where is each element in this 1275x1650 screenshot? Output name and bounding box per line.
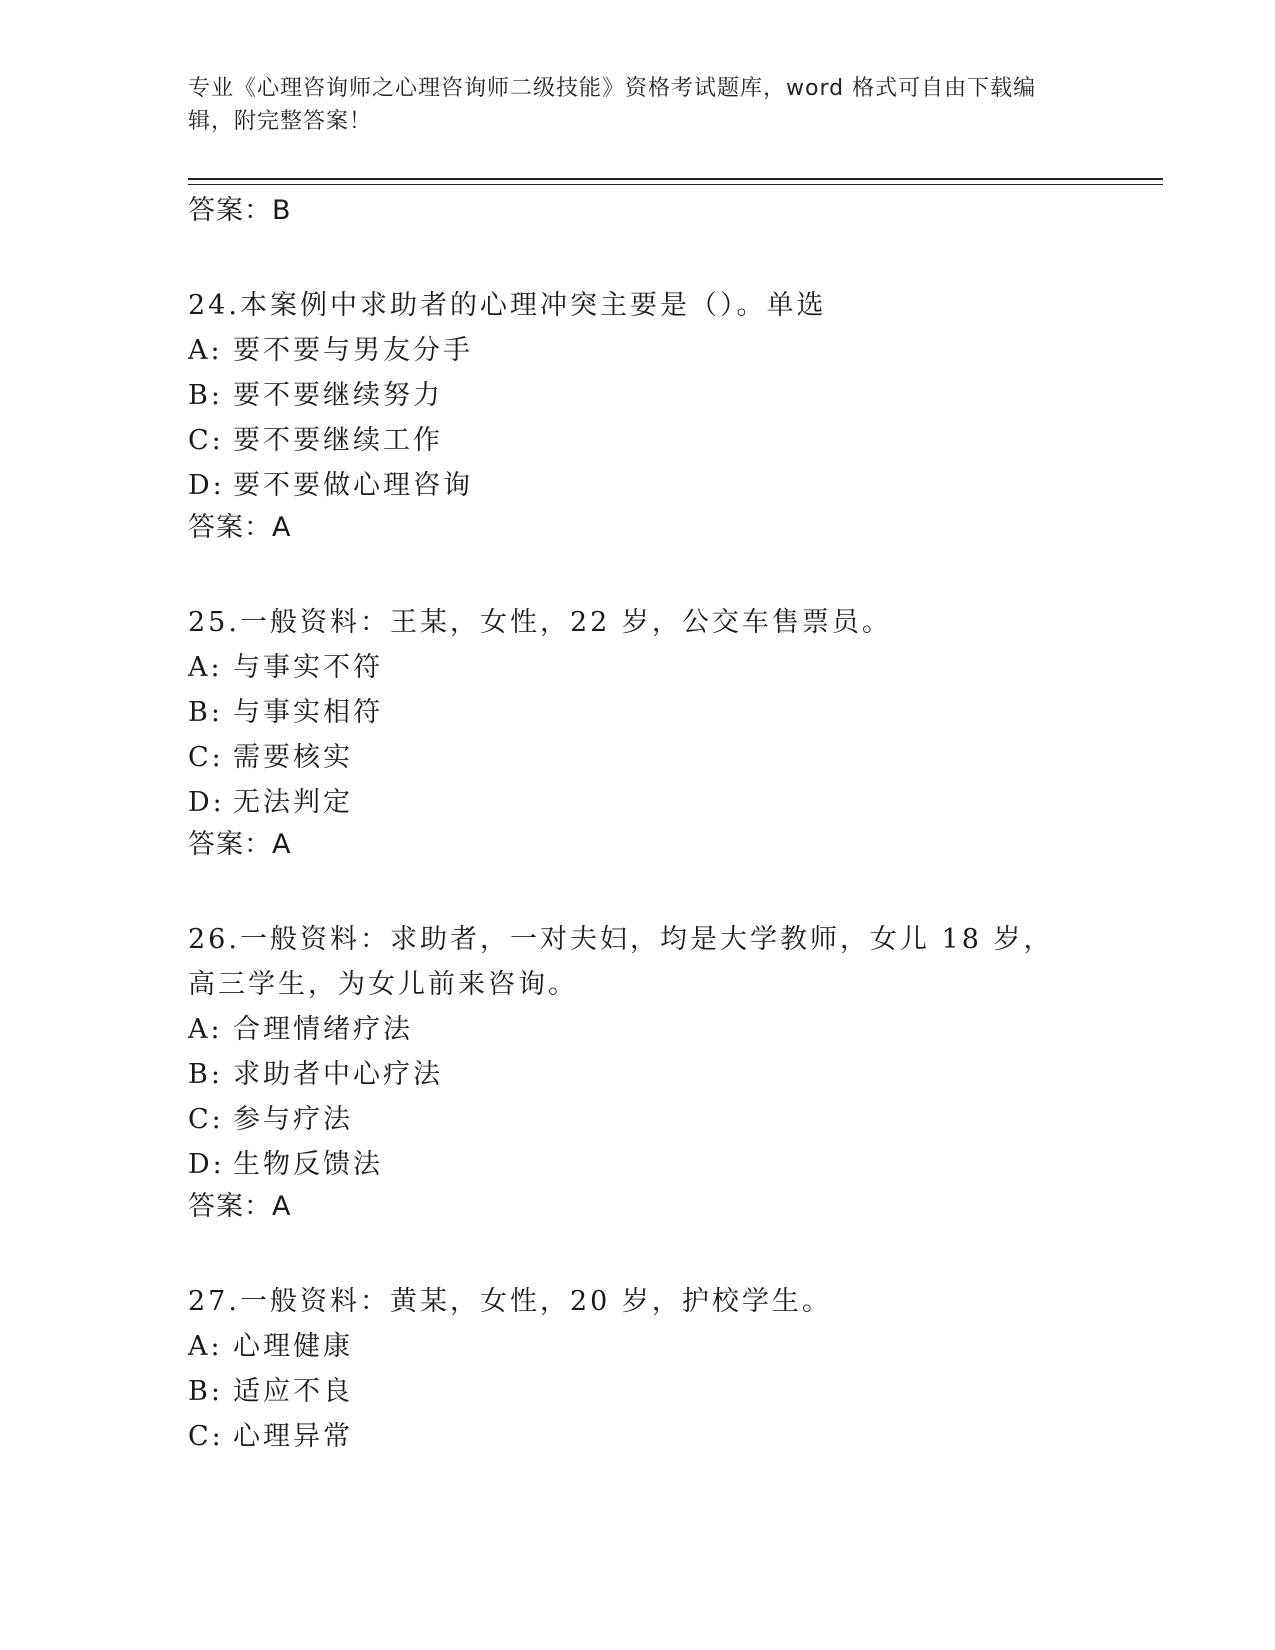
option-text: 需要核实	[233, 742, 353, 773]
option-a	[188, 1324, 1068, 1369]
header-divider-thick	[188, 178, 1163, 180]
option-b	[188, 373, 1068, 418]
option-letter: D:	[188, 787, 225, 818]
answer-value: B	[272, 195, 292, 226]
option-a	[188, 328, 1068, 373]
option-text: 与事实相符	[233, 697, 383, 728]
option-text: 合理情绪疗法	[233, 1014, 413, 1045]
option-c	[188, 1097, 1068, 1142]
option-letter: B:	[188, 380, 223, 411]
option-c	[188, 1414, 1068, 1459]
option-text: 与事实不符	[233, 652, 383, 683]
option-letter: B:	[188, 697, 223, 728]
answer-label: 答案：	[188, 512, 272, 543]
option-text: 心理异常	[233, 1421, 353, 1452]
option-text: 要不要继续工作	[233, 425, 443, 456]
option-letter: A:	[188, 1014, 223, 1045]
option-b	[188, 690, 1068, 735]
question-stem: 24.本案例中求助者的心理冲突主要是（）。单选	[188, 290, 827, 321]
option-text: 无法判定	[233, 787, 353, 818]
question-stem: 27.一般资料：黄某，女性，20 岁，护校学生。	[188, 1286, 832, 1317]
option-letter: A:	[188, 1331, 223, 1362]
option-letter: C:	[188, 1421, 224, 1452]
option-text: 要不要继续努力	[233, 380, 443, 411]
option-letter: B:	[188, 1059, 223, 1090]
question-27	[188, 1279, 1068, 1459]
option-text: 参与疗法	[233, 1104, 353, 1135]
question-25	[188, 600, 1068, 863]
question-stem: 25.一般资料：王某，女性，22 岁，公交车售票员。	[188, 607, 892, 638]
question-stem: 26.一般资料：求助者，一对夫妇，均是大学教师，女儿 18 岁，高三学生，为女儿前来咨询。	[188, 924, 1054, 1000]
question-answer	[188, 827, 1068, 863]
option-letter: B:	[188, 1376, 223, 1407]
option-letter: D:	[188, 1149, 225, 1180]
option-text: 要不要与男友分手	[233, 335, 473, 366]
option-text: 适应不良	[233, 1376, 353, 1407]
question-answer	[188, 510, 1068, 546]
document-header: 专业《心理咨询师之心理咨询师二级技能》资格考试题库，word 格式可自由下载编辑，附完整答案！	[188, 76, 1037, 134]
option-text: 生物反馈法	[233, 1149, 383, 1180]
option-text: 求助者中心疗法	[233, 1059, 443, 1090]
option-text: 心理健康	[233, 1331, 353, 1362]
option-b	[188, 1369, 1068, 1414]
option-letter: A:	[188, 652, 223, 683]
question-26	[188, 917, 1068, 1225]
answer-value: A	[272, 829, 292, 860]
option-d	[188, 780, 1068, 825]
answer-value: A	[272, 512, 292, 543]
answer-label: 答案：	[188, 195, 272, 226]
question-answer	[188, 1189, 1068, 1225]
option-b	[188, 1052, 1068, 1097]
option-text: 要不要做心理咨询	[233, 470, 473, 501]
option-letter: C:	[188, 1104, 224, 1135]
option-c	[188, 735, 1068, 780]
option-letter: D:	[188, 470, 225, 501]
answer-label: 答案：	[188, 829, 272, 860]
option-d	[188, 463, 1068, 508]
option-letter: C:	[188, 742, 224, 773]
option-letter: A:	[188, 335, 223, 366]
option-a	[188, 645, 1068, 690]
header-divider-thin	[188, 184, 1163, 185]
answer-label: 答案：	[188, 1191, 272, 1222]
question-24	[188, 283, 1068, 546]
question-list	[188, 193, 1068, 1459]
option-d	[188, 1142, 1068, 1187]
answer-value: A	[272, 1191, 292, 1222]
option-c	[188, 418, 1068, 463]
option-a	[188, 1007, 1068, 1052]
previous-answer	[188, 193, 1068, 229]
option-letter: C:	[188, 425, 224, 456]
